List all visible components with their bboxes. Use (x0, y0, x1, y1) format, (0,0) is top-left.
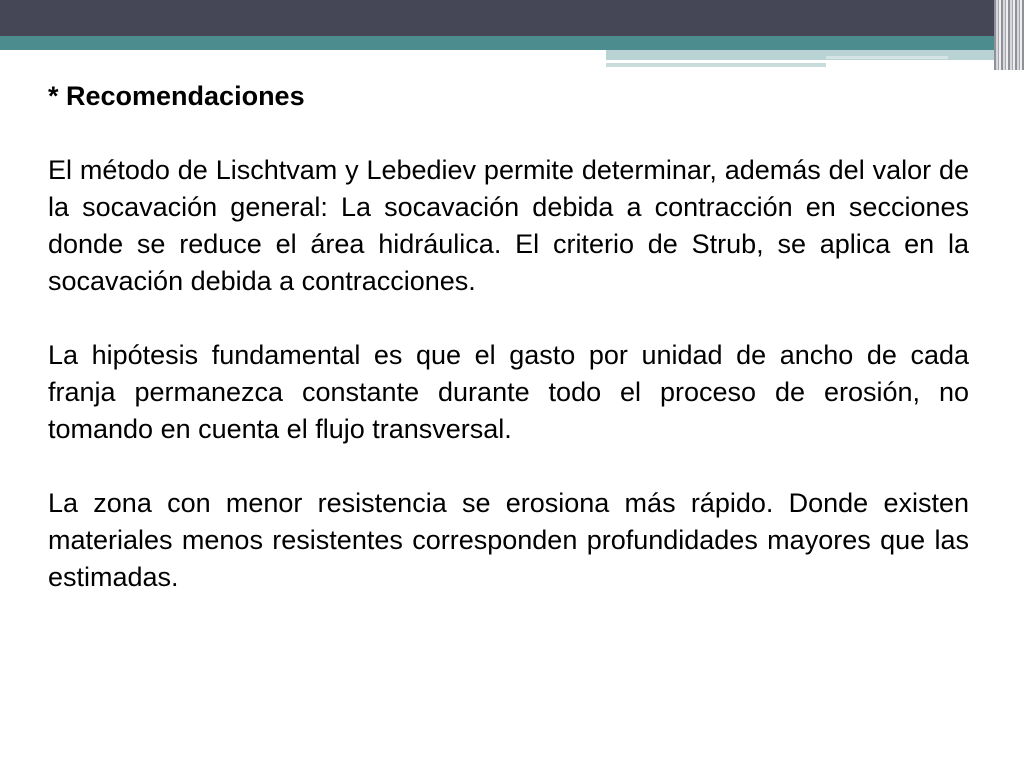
header-accent-line-short (826, 56, 948, 59)
corner-stripes-decoration (994, 0, 1024, 70)
paragraph-zona-resistencia: La zona con menor resistencia se erosiona más rápido. Donde existen materiales menos resistentes corresponden profundidades mayores que las estimadas. (48, 488, 969, 592)
header-band-teal (0, 36, 994, 50)
header-band-dark (0, 0, 994, 36)
slide-body (48, 78, 969, 633)
slide-heading: * Recomendaciones (48, 81, 305, 111)
paragraph-lischtvam: El método de Lischtvam y Lebediev permite determinar, además del valor de la socavación general: La socavación debida a contracción en secciones donde se reduce el área hidráulica. El criterio de Strub, se aplica en la socavación debida a contracciones. (48, 155, 969, 296)
paragraph-hipotesis: La hipótesis fundamental es que el gasto por unidad de ancho de cada franja permanezca constante durante todo el proceso de erosión, no tomando en cuenta el flujo transversal. (48, 340, 969, 444)
header-accent-line (606, 63, 826, 67)
